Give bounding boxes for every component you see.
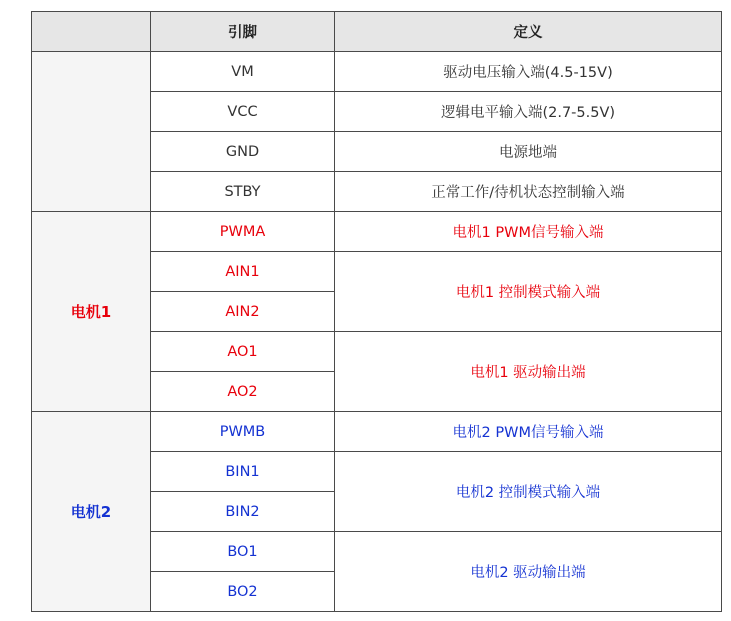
group-cell-general: [32, 52, 151, 212]
header-definition-cell: 定义: [335, 12, 722, 52]
pin-cell: AIN1: [151, 252, 335, 292]
group-cell-motor1: 电机1: [32, 212, 151, 412]
header-group-cell: [32, 12, 151, 52]
pin-cell: BIN2: [151, 492, 335, 532]
definition-cell: 电机2 控制模式输入端: [335, 452, 722, 532]
header-pin-cell: 引脚: [151, 12, 335, 52]
table-body: [32, 52, 722, 612]
pin-cell: VM: [151, 52, 335, 92]
pin-cell: GND: [151, 132, 335, 172]
definition-cell: 正常工作/待机状态控制输入端: [335, 172, 722, 212]
pin-cell: BO2: [151, 572, 335, 612]
definition-cell: 电机1 PWM信号输入端: [335, 212, 722, 252]
pin-cell: BO1: [151, 532, 335, 572]
table-row: [32, 212, 722, 252]
pin-cell: AIN2: [151, 292, 335, 332]
pin-cell: STBY: [151, 172, 335, 212]
definition-cell: 电源地端: [335, 132, 722, 172]
pin-definition-table: [31, 11, 722, 612]
table-header: [32, 12, 722, 52]
table-row: [32, 412, 722, 452]
pin-cell: PWMA: [151, 212, 335, 252]
definition-cell: 电机1 驱动输出端: [335, 332, 722, 412]
definition-cell: 逻辑电平输入端(2.7-5.5V): [335, 92, 722, 132]
definition-cell: 电机2 驱动输出端: [335, 532, 722, 612]
definition-cell: 电机2 PWM信号输入端: [335, 412, 722, 452]
pin-cell: PWMB: [151, 412, 335, 452]
table-row: [32, 52, 722, 92]
group-cell-motor2: 电机2: [32, 412, 151, 612]
pin-cell: VCC: [151, 92, 335, 132]
definition-cell: 驱动电压输入端(4.5-15V): [335, 52, 722, 92]
pin-cell: AO2: [151, 372, 335, 412]
header-row: [32, 12, 722, 52]
pin-cell: AO1: [151, 332, 335, 372]
pin-cell: BIN1: [151, 452, 335, 492]
pin-definition-table-wrapper: [31, 11, 722, 612]
definition-cell: 电机1 控制模式输入端: [335, 252, 722, 332]
